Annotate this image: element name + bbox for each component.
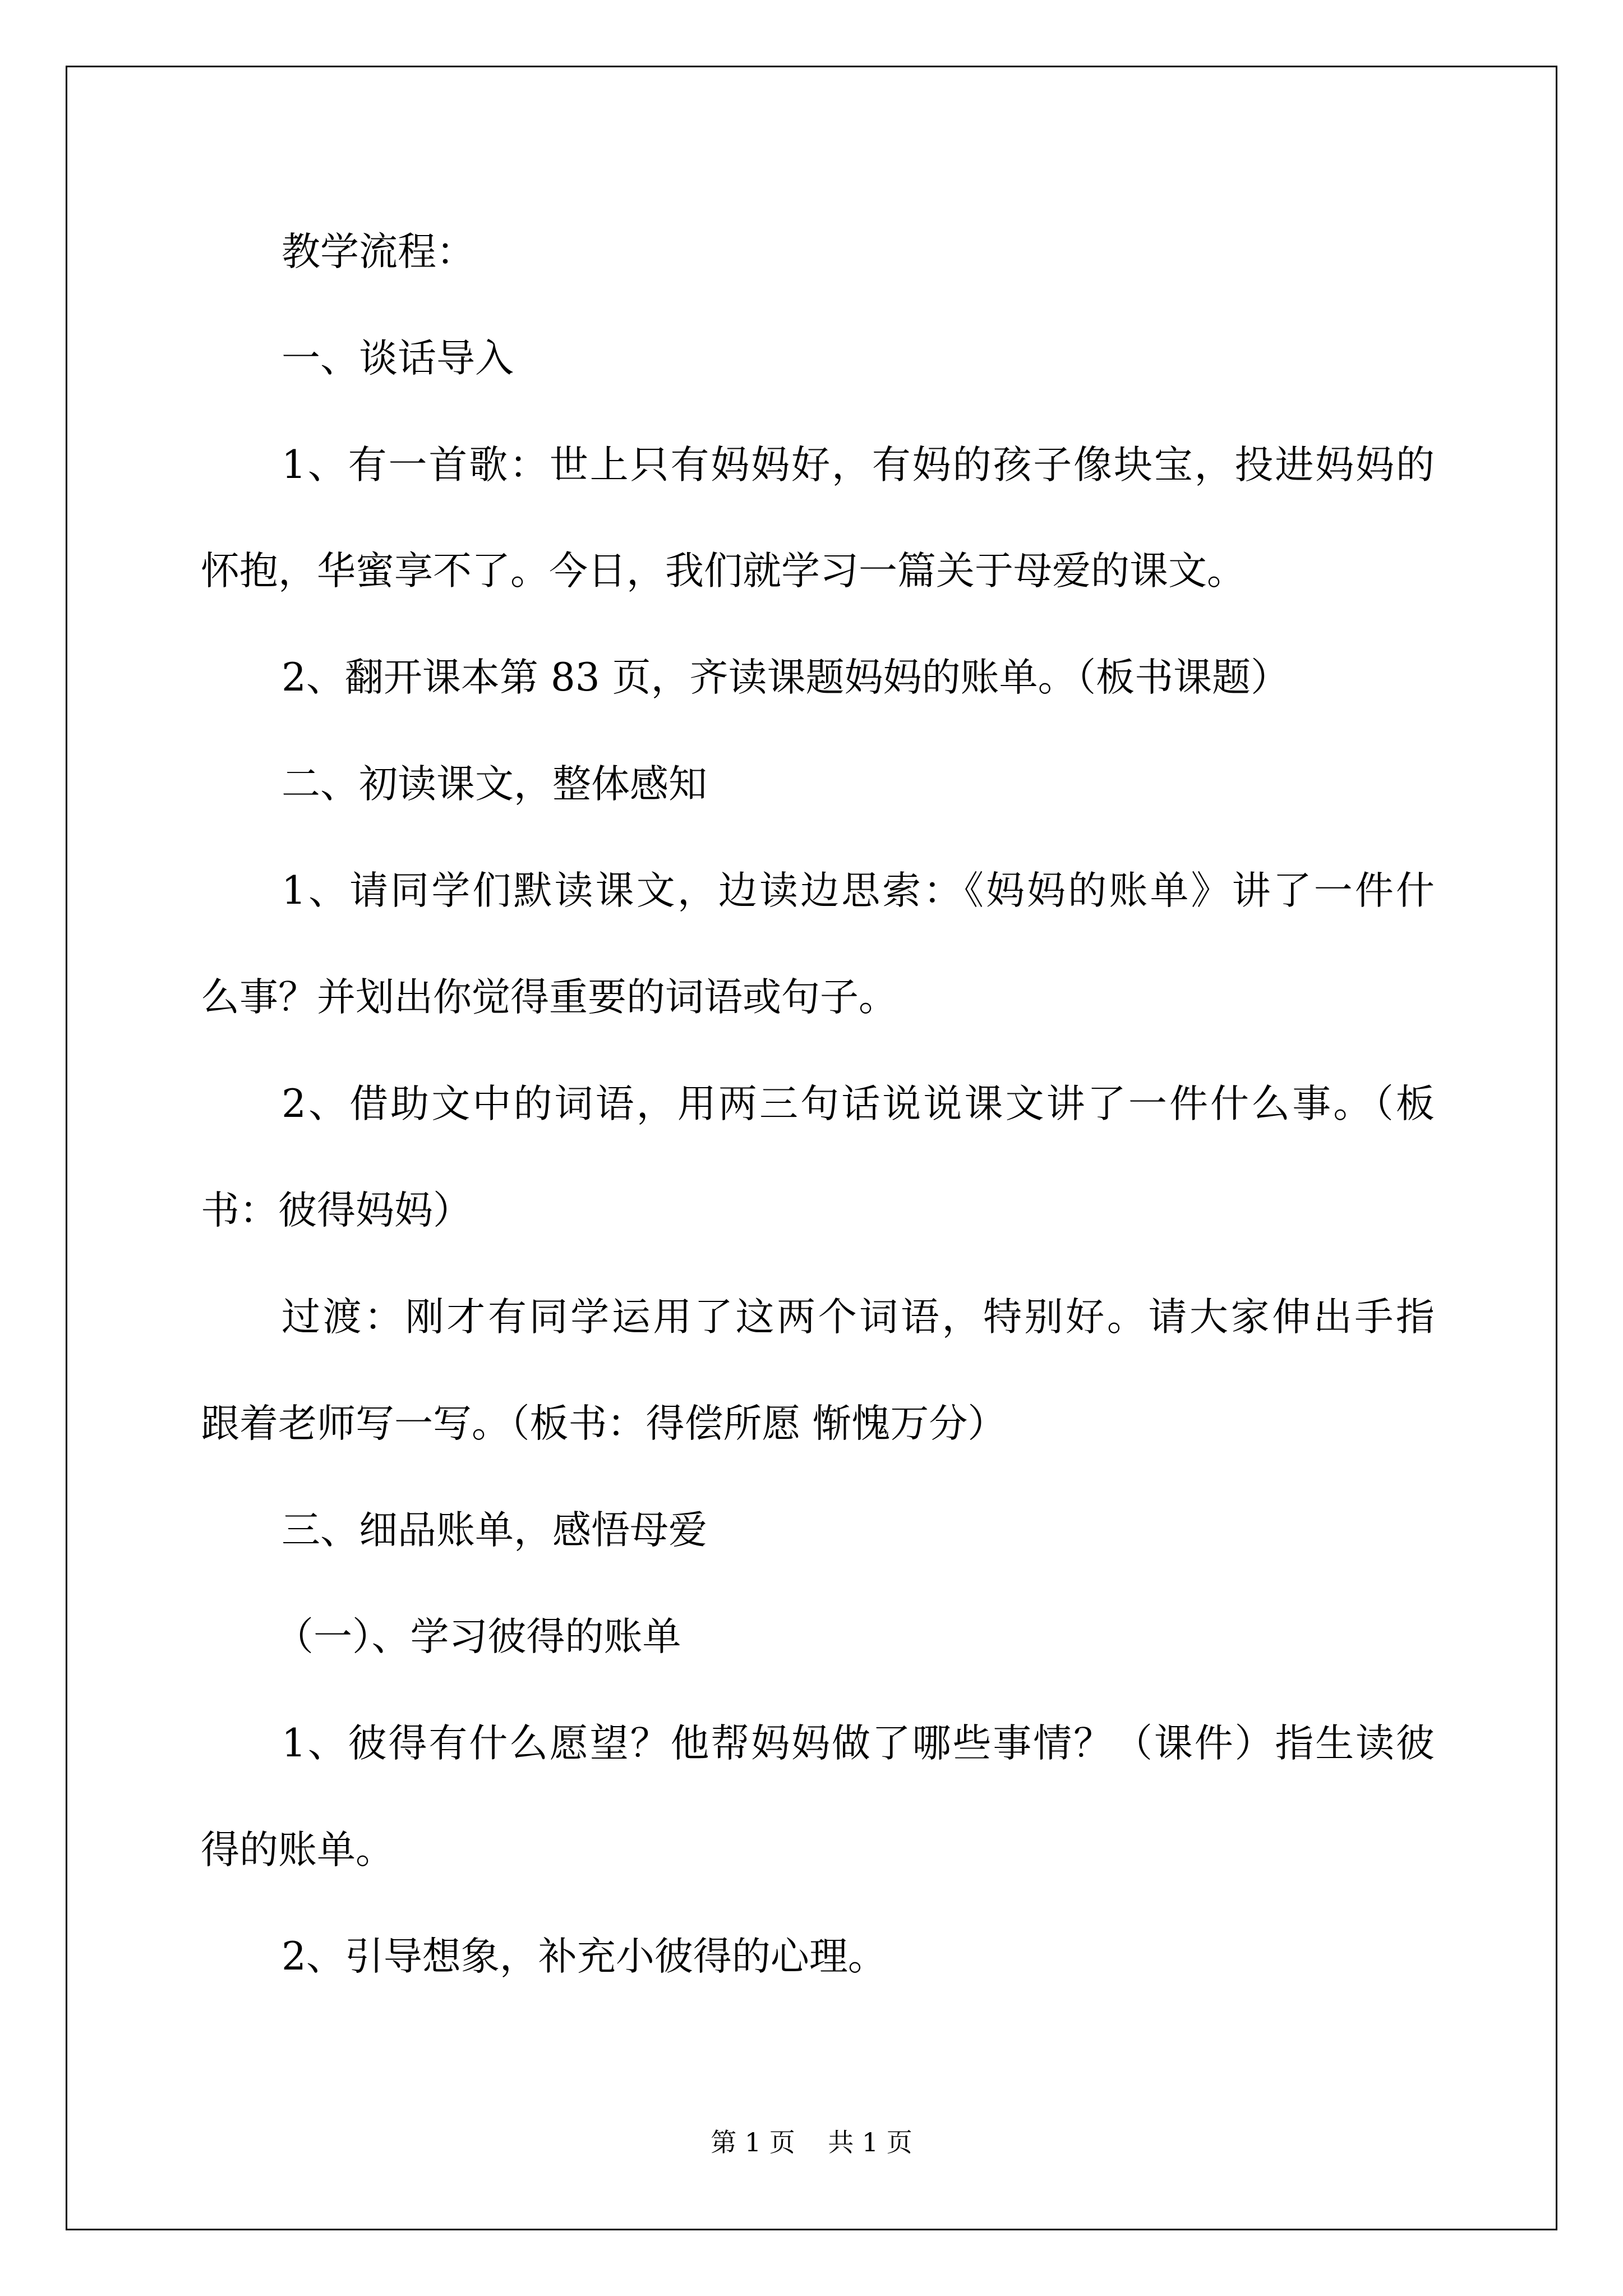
paragraph-line: 过渡：刚才有同学运用了这两个词语，特别好。请大家伸出手指 <box>282 1295 1435 1340</box>
paragraph-line: 么事？并划出你觉得重要的词语或句子。 <box>201 975 897 1020</box>
subsection-heading-peter-bill: （一）、学习彼得的账单 <box>275 1614 681 1659</box>
section-heading-first-reading: 二、初读课文，整体感知 <box>282 762 707 807</box>
paragraph-line: 2、借助文中的词语，用两三句话说说课文讲了一件什么事。（板 <box>282 1082 1435 1126</box>
paragraph-line: 1、有一首歌：世上只有妈妈好，有妈的孩子像块宝，投进妈妈的 <box>282 443 1435 487</box>
page-number-footer: 第 1 页 共 1 页 <box>711 2127 912 2157</box>
paragraph-line: 怀抱，华蜜享不了。今日，我们就学习一篇关于母爱的课文。 <box>201 549 1246 593</box>
paragraph-line: 得的账单。 <box>201 1828 394 1872</box>
paragraph-line: 跟着老师写一写。（板书：得偿所愿 惭愧万分） <box>201 1401 1007 1446</box>
paragraph-line: 1、彼得有什么愿望？他帮妈妈做了哪些事情？（课件）指生读彼 <box>282 1721 1435 1766</box>
paragraph-line: 1、请同学们默读课文，边读边思索：《妈妈的账单》讲了一件什 <box>282 868 1435 913</box>
section-heading-process: 教学流程： <box>282 229 475 274</box>
section-heading-intro: 一、谈话导入 <box>282 336 514 381</box>
paragraph-line: 2、引导想象，补充小彼得的心理。 <box>282 1934 887 1979</box>
section-heading-bill: 三、细品账单，感悟母爱 <box>282 1508 707 1553</box>
paragraph-line: 2、翻开课本第 83 页，齐读课题妈妈的账单。（板书课题） <box>282 655 1290 700</box>
page-border <box>66 66 1557 2230</box>
paragraph-line: 书：彼得妈妈） <box>201 1188 472 1233</box>
